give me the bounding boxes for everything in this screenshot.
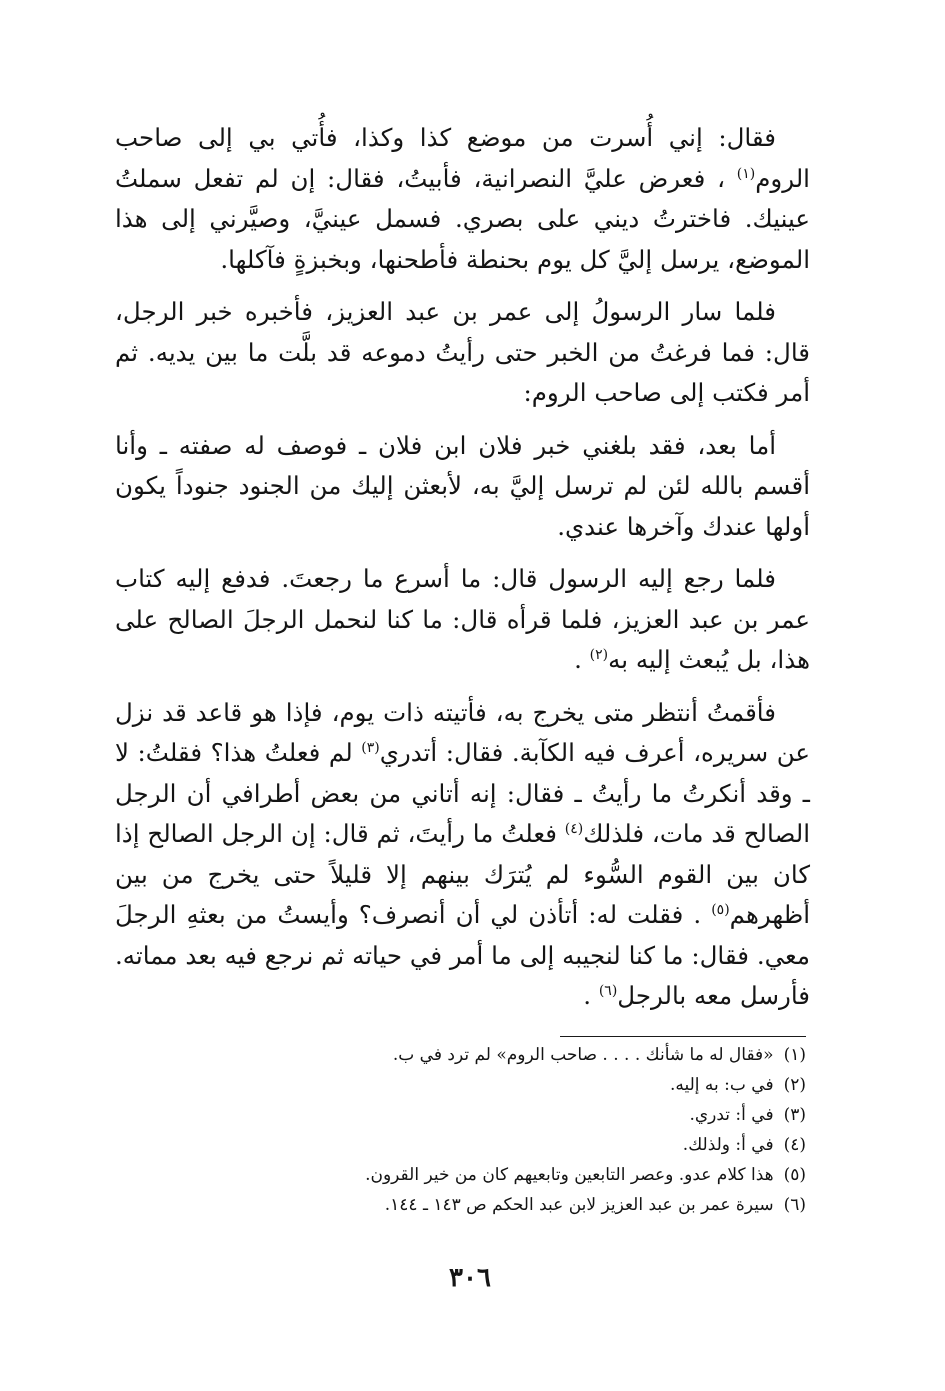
footnotes-list [200,1040,806,1220]
footnote-number: (١) [783,1045,806,1065]
footnote-text: في أ: تدري. [689,1105,774,1125]
footnote-text: في ب: به إليه. [669,1075,774,1095]
text-run: فأقمتُ أنتظر متى يخرج به، فأتيته ذات يوم، فإذا هو قاعد قد نزل عن سريره، أعرف فيه الكآبة. فقال: أتدري [115,697,811,767]
paragraph-4 [115,559,810,681]
text-run: فقال: إني أُسرت من موضع كذا وكذا، فأُتي بي إلى صاحب الروم [115,123,810,193]
footnote-number: (٤) [783,1135,806,1155]
footnote-6 [200,1190,806,1220]
main-text [115,118,810,1029]
paragraph-1 [115,118,810,280]
paragraph-2 [115,292,810,414]
footnote-ref-3[interactable]: (٣) [361,739,380,756]
footnote-3 [200,1100,806,1130]
footnote-number: (٣) [783,1105,806,1125]
text-run: أما بعد، فقد بلغني خبر فلان ابن فلان ـ فوصف له صفته ـ وأنا أقسم بالله لئن لم ترسل إليَّ به، لأبعثن إليك من الجنود جنوداً يكون أولها عندك وآخرها عندي. [115,430,810,541]
footnote-ref-6[interactable]: (٦) [598,982,618,999]
footnote-ref-4[interactable]: (٤) [564,820,584,837]
footnote-divider [560,1036,806,1037]
text-run: فعلتُ ما رأيتَ، ثم قال: إن الرجل الصالح إذا كان بين القوم السُّوء لم يُترَك بينهم إلا قليلاً حتى يخرج من بين أظهرهم [115,819,810,929]
text-run: فلما رجع إليه الرسول قال: ما أسرع ما رجعتَ. فدفع إليه كتاب عمر بن عبد العزيز، فلما قرأه قال: ما كنا لنحمل الرجلَ الصالح على هذا، بل يُبعث إليه به [115,564,810,674]
footnote-1 [200,1040,806,1070]
footnote-text: «فقال له ما شأنك . . . . صاحب الروم» لم ترد في ب. [392,1045,774,1065]
text-run: . [574,645,590,674]
text-run: ، فعرض عليَّ النصرانية، فأبيتُ، فقال: إن لم تفعل سملتُ عينيك. فاخترتُ ديني على بصري. فسمل عينيَّ، وصيَّرني إلى هذا الموضع، يرسل إليَّ كل يوم بحنطة فأطحنها، وبخبزةٍ فآكلها. [115,163,810,274]
footnote-number: (٢) [783,1075,806,1095]
footnote-ref-2[interactable]: (٢) [589,646,609,663]
footnote-text: هذا كلام عدو. وعصر التابعين وتابعيهم كان من خير القرون. [365,1165,774,1185]
footnote-5 [200,1160,806,1190]
footnote-number: (٥) [783,1165,806,1185]
footnote-text: في أ: ولذلك. [682,1135,774,1155]
text-run: لم فعلتُ هذا؟ فقلتُ: لا ـ وقد أنكرتُ ما رأيتُ ـ فقال: إنه أتاني من بعض أطرافي أن الرجل الصالح قد مات، فلذلك [115,738,811,848]
footnote-ref-5[interactable]: (٥) [711,901,730,918]
footnote-2 [200,1070,806,1100]
page-number: ٣٠٦ [449,1263,491,1293]
footnote-text: سيرة عمر بن عبد العزيز لابن عبد الحكم ص ١٤٣ ـ ١٤٤. [384,1195,774,1215]
text-run: . فقلت له: أتأذن لي أن أنصرف؟ وأيستُ من بعثهِ الرجلَ معي. فقال: ما كنا لنجيبه إلى ما أمر في حياته ثم نرجع فيه بعد مماته. فأرسل معه بالرجل [115,900,810,1010]
footnote-4 [200,1130,806,1160]
paragraph-3 [115,426,810,548]
paragraph-5 [115,693,810,1017]
text-run: . [583,981,599,1010]
footnote-ref-1[interactable]: (١) [736,165,756,182]
text-run: فلما سار الرسولُ إلى عمر بن عبد العزيز، فأخبره خبر الرجل، قال: فما فرغتُ من الخبر حتى رأيتُ دموعه قد بلَّت ما بين يديه. ثم أمر فكتب إلى صاحب الروم: [115,297,810,407]
footnote-number: (٦) [783,1195,806,1215]
